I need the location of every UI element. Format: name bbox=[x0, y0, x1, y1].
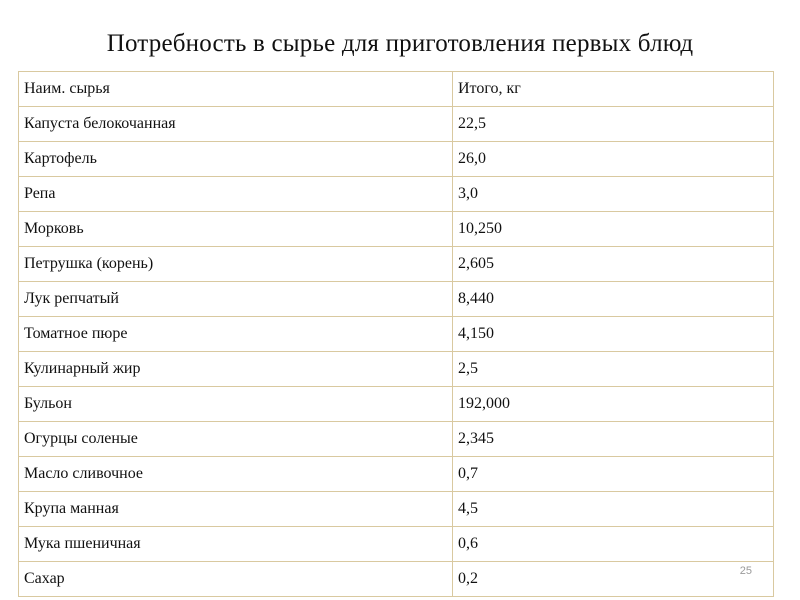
cell-total: 0,2 bbox=[453, 562, 774, 597]
table-row bbox=[19, 212, 774, 247]
page-title: Потребность в сырье для приготовления первых блюд bbox=[106, 30, 694, 57]
cell-total: 8,440 bbox=[453, 282, 774, 317]
cell-name: Томатное пюре bbox=[19, 317, 453, 352]
cell-total: 2,5 bbox=[453, 352, 774, 387]
table-header-row bbox=[19, 72, 774, 107]
cell-name: Лук репчатый bbox=[19, 282, 453, 317]
cell-total: 10,250 bbox=[453, 212, 774, 247]
cell-total: 0,7 bbox=[453, 457, 774, 492]
table-row bbox=[19, 457, 774, 492]
cell-name: Мука пшеничная bbox=[19, 527, 453, 562]
cell-name: Капуста белокочанная bbox=[19, 107, 453, 142]
table-row bbox=[19, 352, 774, 387]
cell-total: 192,000 bbox=[453, 387, 774, 422]
cell-name: Огурцы соленые bbox=[19, 422, 453, 457]
table-row bbox=[19, 142, 774, 177]
table-row bbox=[19, 422, 774, 457]
raw-materials-table bbox=[18, 71, 774, 597]
cell-total: 4,5 bbox=[453, 492, 774, 527]
slide-number: 25 bbox=[739, 565, 752, 577]
cell-name: Крупа манная bbox=[19, 492, 453, 527]
cell-total: 2,605 bbox=[453, 247, 774, 282]
table-row bbox=[19, 282, 774, 317]
table-row bbox=[19, 107, 774, 142]
cell-name: Кулинарный жир bbox=[19, 352, 453, 387]
cell-name: Картофель bbox=[19, 142, 453, 177]
table-row bbox=[19, 492, 774, 527]
table-row bbox=[19, 247, 774, 282]
cell-total: 2,345 bbox=[453, 422, 774, 457]
table-row bbox=[19, 527, 774, 562]
cell-name: Масло сливочное bbox=[19, 457, 453, 492]
cell-total: 0,6 bbox=[453, 527, 774, 562]
cell-name: Сахар bbox=[19, 562, 453, 597]
cell-name: Репа bbox=[19, 177, 453, 212]
cell-total: 3,0 bbox=[453, 177, 774, 212]
header-cell-name: Наим. сырья bbox=[19, 72, 453, 107]
table-row bbox=[19, 387, 774, 422]
table-row bbox=[19, 562, 774, 597]
table-row bbox=[19, 317, 774, 352]
cell-total: 4,150 bbox=[453, 317, 774, 352]
cell-name: Морковь bbox=[19, 212, 453, 247]
cell-total: 22,5 bbox=[453, 107, 774, 142]
cell-name: Петрушка (корень) bbox=[19, 247, 453, 282]
cell-total: 26,0 bbox=[453, 142, 774, 177]
header-cell-total: Итого, кг bbox=[453, 72, 774, 107]
table-row bbox=[19, 177, 774, 212]
table-body bbox=[19, 72, 774, 597]
cell-name: Бульон bbox=[19, 387, 453, 422]
